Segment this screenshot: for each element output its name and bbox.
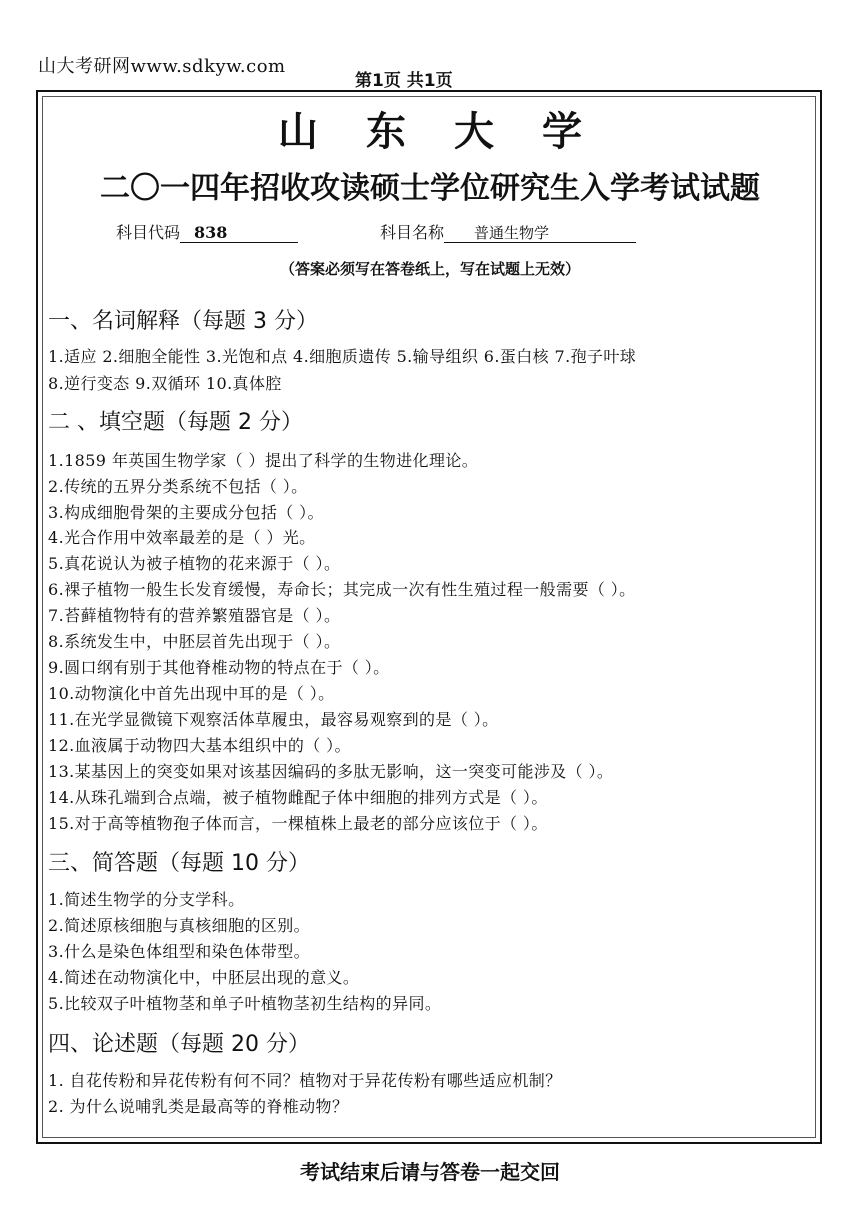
section-2-line: 7.苔藓植物特有的营养繁殖器官是（ ）。 bbox=[48, 606, 341, 625]
subject-name-value: 普通生物学 bbox=[444, 224, 636, 243]
section-2-line: 10.动物演化中首先出现中耳的是（ ）。 bbox=[48, 684, 335, 703]
section-3-line: 4.简述在动物演化中，中胚层出现的意义。 bbox=[48, 968, 360, 987]
section-4-line: 1. 自花传粉和异花传粉有何不同？植物对于异花传粉有哪些适应机制？ bbox=[48, 1071, 562, 1090]
section-2-line: 8.系统发生中，中胚层首先出现于（ ）。 bbox=[48, 632, 341, 651]
section-2-line: 1.1859 年英国生物学家（ ）提出了科学的生物进化理论。 bbox=[48, 451, 479, 470]
section-2-line: 2.传统的五界分类系统不包括（ ）。 bbox=[48, 477, 308, 496]
subject-code-value: 838 bbox=[180, 224, 298, 243]
section-3-line: 2.简述原核细胞与真核细胞的区别。 bbox=[48, 916, 311, 935]
section-3-line: 1.简述生物学的分支学科。 bbox=[48, 890, 245, 909]
section-2-line: 12.血液属于动物四大基本组织中的（ ）。 bbox=[48, 736, 351, 755]
section-2-line: 6.裸子植物一般生长发育缓慢，寿命长；其完成一次有性生殖过程一般需要（ ）。 bbox=[48, 580, 636, 599]
footer-instruction: 考试结束后请与答卷一起交回 bbox=[300, 1160, 560, 1184]
section-4-heading: 四、论述题（每题 20 分） bbox=[48, 1032, 310, 1057]
section-1-heading: 一、名词解释（每题 3 分） bbox=[48, 309, 318, 334]
section-3-line: 5.比较双子叶植物茎和单子叶植物茎初生结构的异同。 bbox=[48, 994, 442, 1013]
exam-title: 二〇一四年招收攻读硕士学位研究生入学考试试题 bbox=[100, 171, 760, 206]
university-name: 山东大学 bbox=[278, 108, 630, 155]
section-2-line: 11.在光学显微镜下观察活体草履虫，最容易观察到的是（ ）。 bbox=[48, 710, 499, 729]
section-2-line: 3.构成细胞骨架的主要成分包括（ ）。 bbox=[48, 503, 324, 522]
section-2-line: 13.某基因上的突变如果对该基因编码的多肽无影响，这一突变可能涉及（ ）。 bbox=[48, 762, 614, 781]
section-1-line: 1.适应 2.细胞全能性 3.光饱和点 4.细胞质遗传 5.输导组织 6.蛋白核 7.孢子叶球 bbox=[48, 347, 637, 366]
section-1-line: 8.逆行变态 9.双循环 10.真体腔 bbox=[48, 374, 282, 393]
subject-name-label: 科目名称 bbox=[380, 223, 445, 242]
section-2-line: 5.真花说认为被子植物的花来源于（ ）。 bbox=[48, 554, 341, 573]
subject-code-row bbox=[116, 220, 298, 242]
watermark-site: 山大考研网www.sdkyw.com bbox=[38, 56, 286, 77]
section-2-line: 4.光合作用中效率最差的是（ ）光。 bbox=[48, 528, 316, 547]
section-2-line: 14.从珠孔端到合点端，被子植物雌配子体中细胞的排列方式是（ ）。 bbox=[48, 788, 548, 807]
section-2-line: 9.圆口纲有别于其他脊椎动物的特点在于（ ）。 bbox=[48, 658, 390, 677]
subject-name-row bbox=[380, 220, 636, 242]
section-2-line: 15.对于高等植物孢子体而言，一棵植株上最老的部分应该位于（ ）。 bbox=[48, 814, 548, 833]
section-2-heading: 二 、填空题（每题 2 分） bbox=[48, 410, 303, 435]
page-info: 第1页 共1页 bbox=[355, 71, 453, 91]
section-4-line: 2. 为什么说哺乳类是最高等的脊椎动物？ bbox=[48, 1097, 349, 1116]
subject-code-label: 科目代码 bbox=[116, 223, 181, 242]
section-3-heading: 三、简答题（每题 10 分） bbox=[48, 851, 310, 876]
answer-notice: （答案必须写在答卷纸上，写在试题上无效） bbox=[279, 260, 580, 278]
section-3-line: 3.什么是染色体组型和染色体带型。 bbox=[48, 942, 311, 961]
